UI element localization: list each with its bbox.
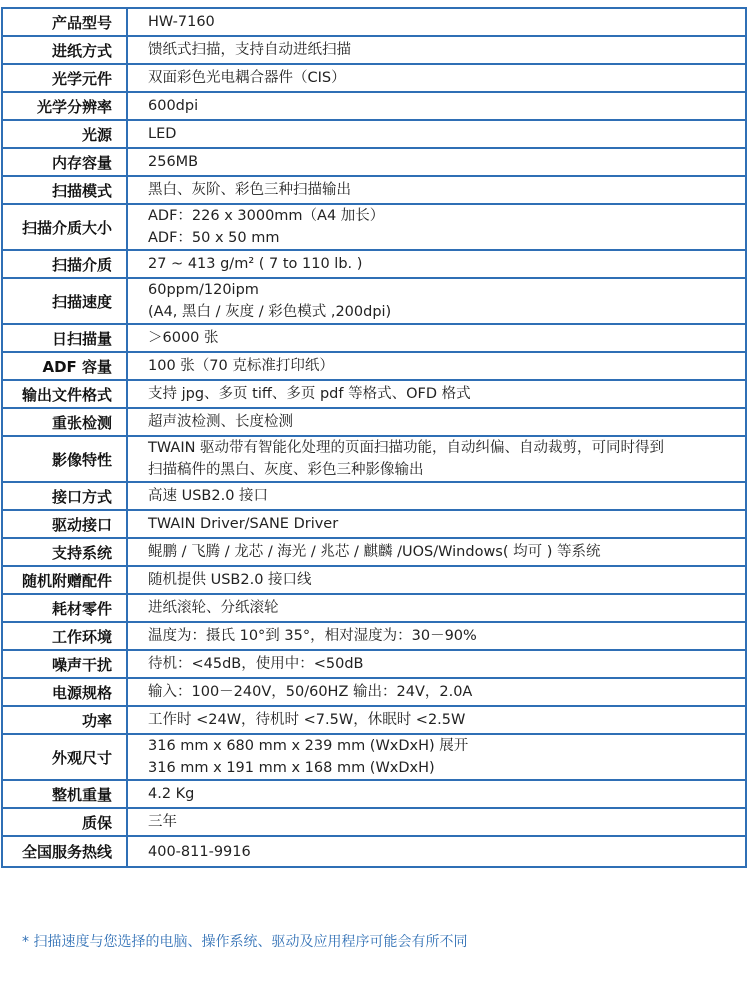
spec-label: 外观尺寸 (2, 734, 127, 780)
spec-value-line: 进纸滚轮、分纸滚轮 (148, 600, 279, 616)
spec-row (2, 622, 746, 650)
spec-row (2, 36, 746, 64)
spec-table (1, 7, 747, 868)
spec-value (127, 352, 746, 380)
spec-value-line: 双面彩色光电耦合器件（CIS） (148, 70, 346, 86)
spec-row (2, 706, 746, 734)
spec-label: 支持系统 (2, 538, 127, 566)
spec-value-line: TWAIN Driver/SANE Driver (148, 516, 339, 532)
spec-value-line: 鲲鹏 / 飞腾 / 龙芯 / 海光 / 兆芯 / 麒麟 /UOS/Windows( 均可 ) 等系统 (148, 544, 601, 560)
spec-label: 扫描介质大小 (2, 204, 127, 250)
spec-value (127, 204, 746, 250)
spec-value-line: HW-7160 (148, 14, 215, 30)
spec-row (2, 780, 746, 808)
spec-value-line: 输入：100－240V，50/60HZ 输出：24V，2.0A (148, 684, 473, 700)
spec-value (127, 538, 746, 566)
spec-value (127, 380, 746, 408)
spec-row (2, 594, 746, 622)
spec-value-line: 扫描稿件的黑白、灰度、彩色三种影像输出 (148, 462, 424, 478)
spec-row (2, 566, 746, 594)
footnote: * 扫描速度与您选择的电脑、操作系统、驱动及应用程序可能会有所不同 (22, 934, 468, 950)
spec-row (2, 352, 746, 380)
spec-value-line: ADF：50 x 50 mm (148, 230, 280, 246)
spec-row (2, 278, 746, 324)
spec-label: 全国服务热线 (2, 836, 127, 867)
spec-value (127, 278, 746, 324)
spec-value-line: 600dpi (148, 98, 199, 114)
spec-value (127, 176, 746, 204)
spec-row (2, 734, 746, 780)
spec-table-body (2, 8, 746, 867)
spec-value-line: ＞6000 张 (148, 330, 219, 346)
spec-value-line: TWAIN 驱动带有智能化处理的页面扫描功能，自动纠偏、自动裁剪，可同时得到 (148, 440, 665, 456)
spec-label: 耗材零件 (2, 594, 127, 622)
spec-row (2, 678, 746, 706)
spec-value (127, 594, 746, 622)
spec-value (127, 734, 746, 780)
spec-label: 接口方式 (2, 482, 127, 510)
spec-label: 工作环境 (2, 622, 127, 650)
spec-value-line: (A4, 黑白 / 灰度 / 彩色模式 ,200dpi) (148, 304, 392, 320)
spec-row (2, 380, 746, 408)
spec-value-line: 黑白、灰阶、彩色三种扫描输出 (148, 182, 351, 198)
spec-row (2, 204, 746, 250)
spec-value-line: 超声波检测、长度检测 (148, 414, 293, 430)
spec-label: 扫描模式 (2, 176, 127, 204)
spec-label: 重张检测 (2, 408, 127, 436)
spec-row (2, 510, 746, 538)
spec-value (127, 808, 746, 836)
spec-value-line: 316 mm x 680 mm x 239 mm (WxDxH) 展开 (148, 738, 469, 754)
spec-row (2, 808, 746, 836)
spec-value-line: 馈纸式扫描，支持自动进纸扫描 (148, 42, 351, 58)
spec-value-line: ADF：226 x 3000mm（A4 加长） (148, 208, 385, 224)
spec-value (127, 650, 746, 678)
spec-row (2, 92, 746, 120)
spec-value (127, 436, 746, 482)
spec-value (127, 64, 746, 92)
spec-value (127, 622, 746, 650)
spec-value-line: 316 mm x 191 mm x 168 mm (WxDxH) (148, 760, 435, 776)
spec-row (2, 120, 746, 148)
spec-label: 功率 (2, 706, 127, 734)
spec-value (127, 706, 746, 734)
spec-value (127, 36, 746, 64)
spec-value (127, 120, 746, 148)
spec-label: 输出文件格式 (2, 380, 127, 408)
spec-value (127, 148, 746, 176)
spec-row (2, 650, 746, 678)
spec-value (127, 566, 746, 594)
spec-label: 扫描速度 (2, 278, 127, 324)
spec-label: 进纸方式 (2, 36, 127, 64)
spec-value (127, 408, 746, 436)
spec-value (127, 780, 746, 808)
spec-row (2, 148, 746, 176)
spec-value (127, 250, 746, 278)
spec-label: 随机附赠配件 (2, 566, 127, 594)
spec-value-line: 三年 (148, 814, 177, 830)
spec-row (2, 436, 746, 482)
spec-row (2, 482, 746, 510)
spec-label: 光学分辨率 (2, 92, 127, 120)
spec-label: 日扫描量 (2, 324, 127, 352)
spec-value-line: 27 ~ 413 g/m² ( 7 to 110 lb. ) (148, 256, 363, 272)
spec-value-line: 待机：<45dB，使用中：<50dB (148, 656, 364, 672)
spec-value (127, 836, 746, 867)
spec-label: 质保 (2, 808, 127, 836)
spec-row (2, 324, 746, 352)
spec-row (2, 538, 746, 566)
spec-label: 光源 (2, 120, 127, 148)
spec-row (2, 176, 746, 204)
spec-label: ADF 容量 (2, 352, 127, 380)
spec-value (127, 510, 746, 538)
spec-value-line: 100 张（70 克标准打印纸） (148, 358, 334, 374)
spec-value-line: 256MB (148, 154, 199, 170)
spec-value-line: 400-811-9916 (148, 843, 251, 860)
spec-label: 电源规格 (2, 678, 127, 706)
spec-row (2, 8, 746, 36)
spec-row (2, 408, 746, 436)
spec-value-line: 温度为：摄氏 10°到 35°，相对湿度为：30－90% (148, 628, 477, 644)
spec-value (127, 324, 746, 352)
spec-label: 扫描介质 (2, 250, 127, 278)
spec-value-line: 支持 jpg、多页 tiff、多页 pdf 等格式、OFD 格式 (148, 386, 471, 402)
spec-value-line: 随机提供 USB2.0 接口线 (148, 572, 312, 588)
spec-row (2, 250, 746, 278)
spec-label: 噪声干扰 (2, 650, 127, 678)
spec-label: 影像特性 (2, 436, 127, 482)
spec-value (127, 92, 746, 120)
spec-row (2, 836, 746, 867)
spec-value-line: 工作时 <24W，待机时 <7.5W，休眠时 <2.5W (148, 712, 466, 728)
spec-value-line: 高速 USB2.0 接口 (148, 488, 269, 504)
spec-label: 驱动接口 (2, 510, 127, 538)
spec-value (127, 482, 746, 510)
spec-value-line: LED (148, 126, 177, 142)
spec-label: 整机重量 (2, 780, 127, 808)
spec-value (127, 8, 746, 36)
spec-row (2, 64, 746, 92)
spec-value-line: 60ppm/120ipm (148, 282, 259, 298)
spec-label: 光学元件 (2, 64, 127, 92)
spec-label: 内存容量 (2, 148, 127, 176)
spec-label: 产品型号 (2, 8, 127, 36)
spec-value (127, 678, 746, 706)
spec-value-line: 4.2 Kg (148, 786, 195, 802)
